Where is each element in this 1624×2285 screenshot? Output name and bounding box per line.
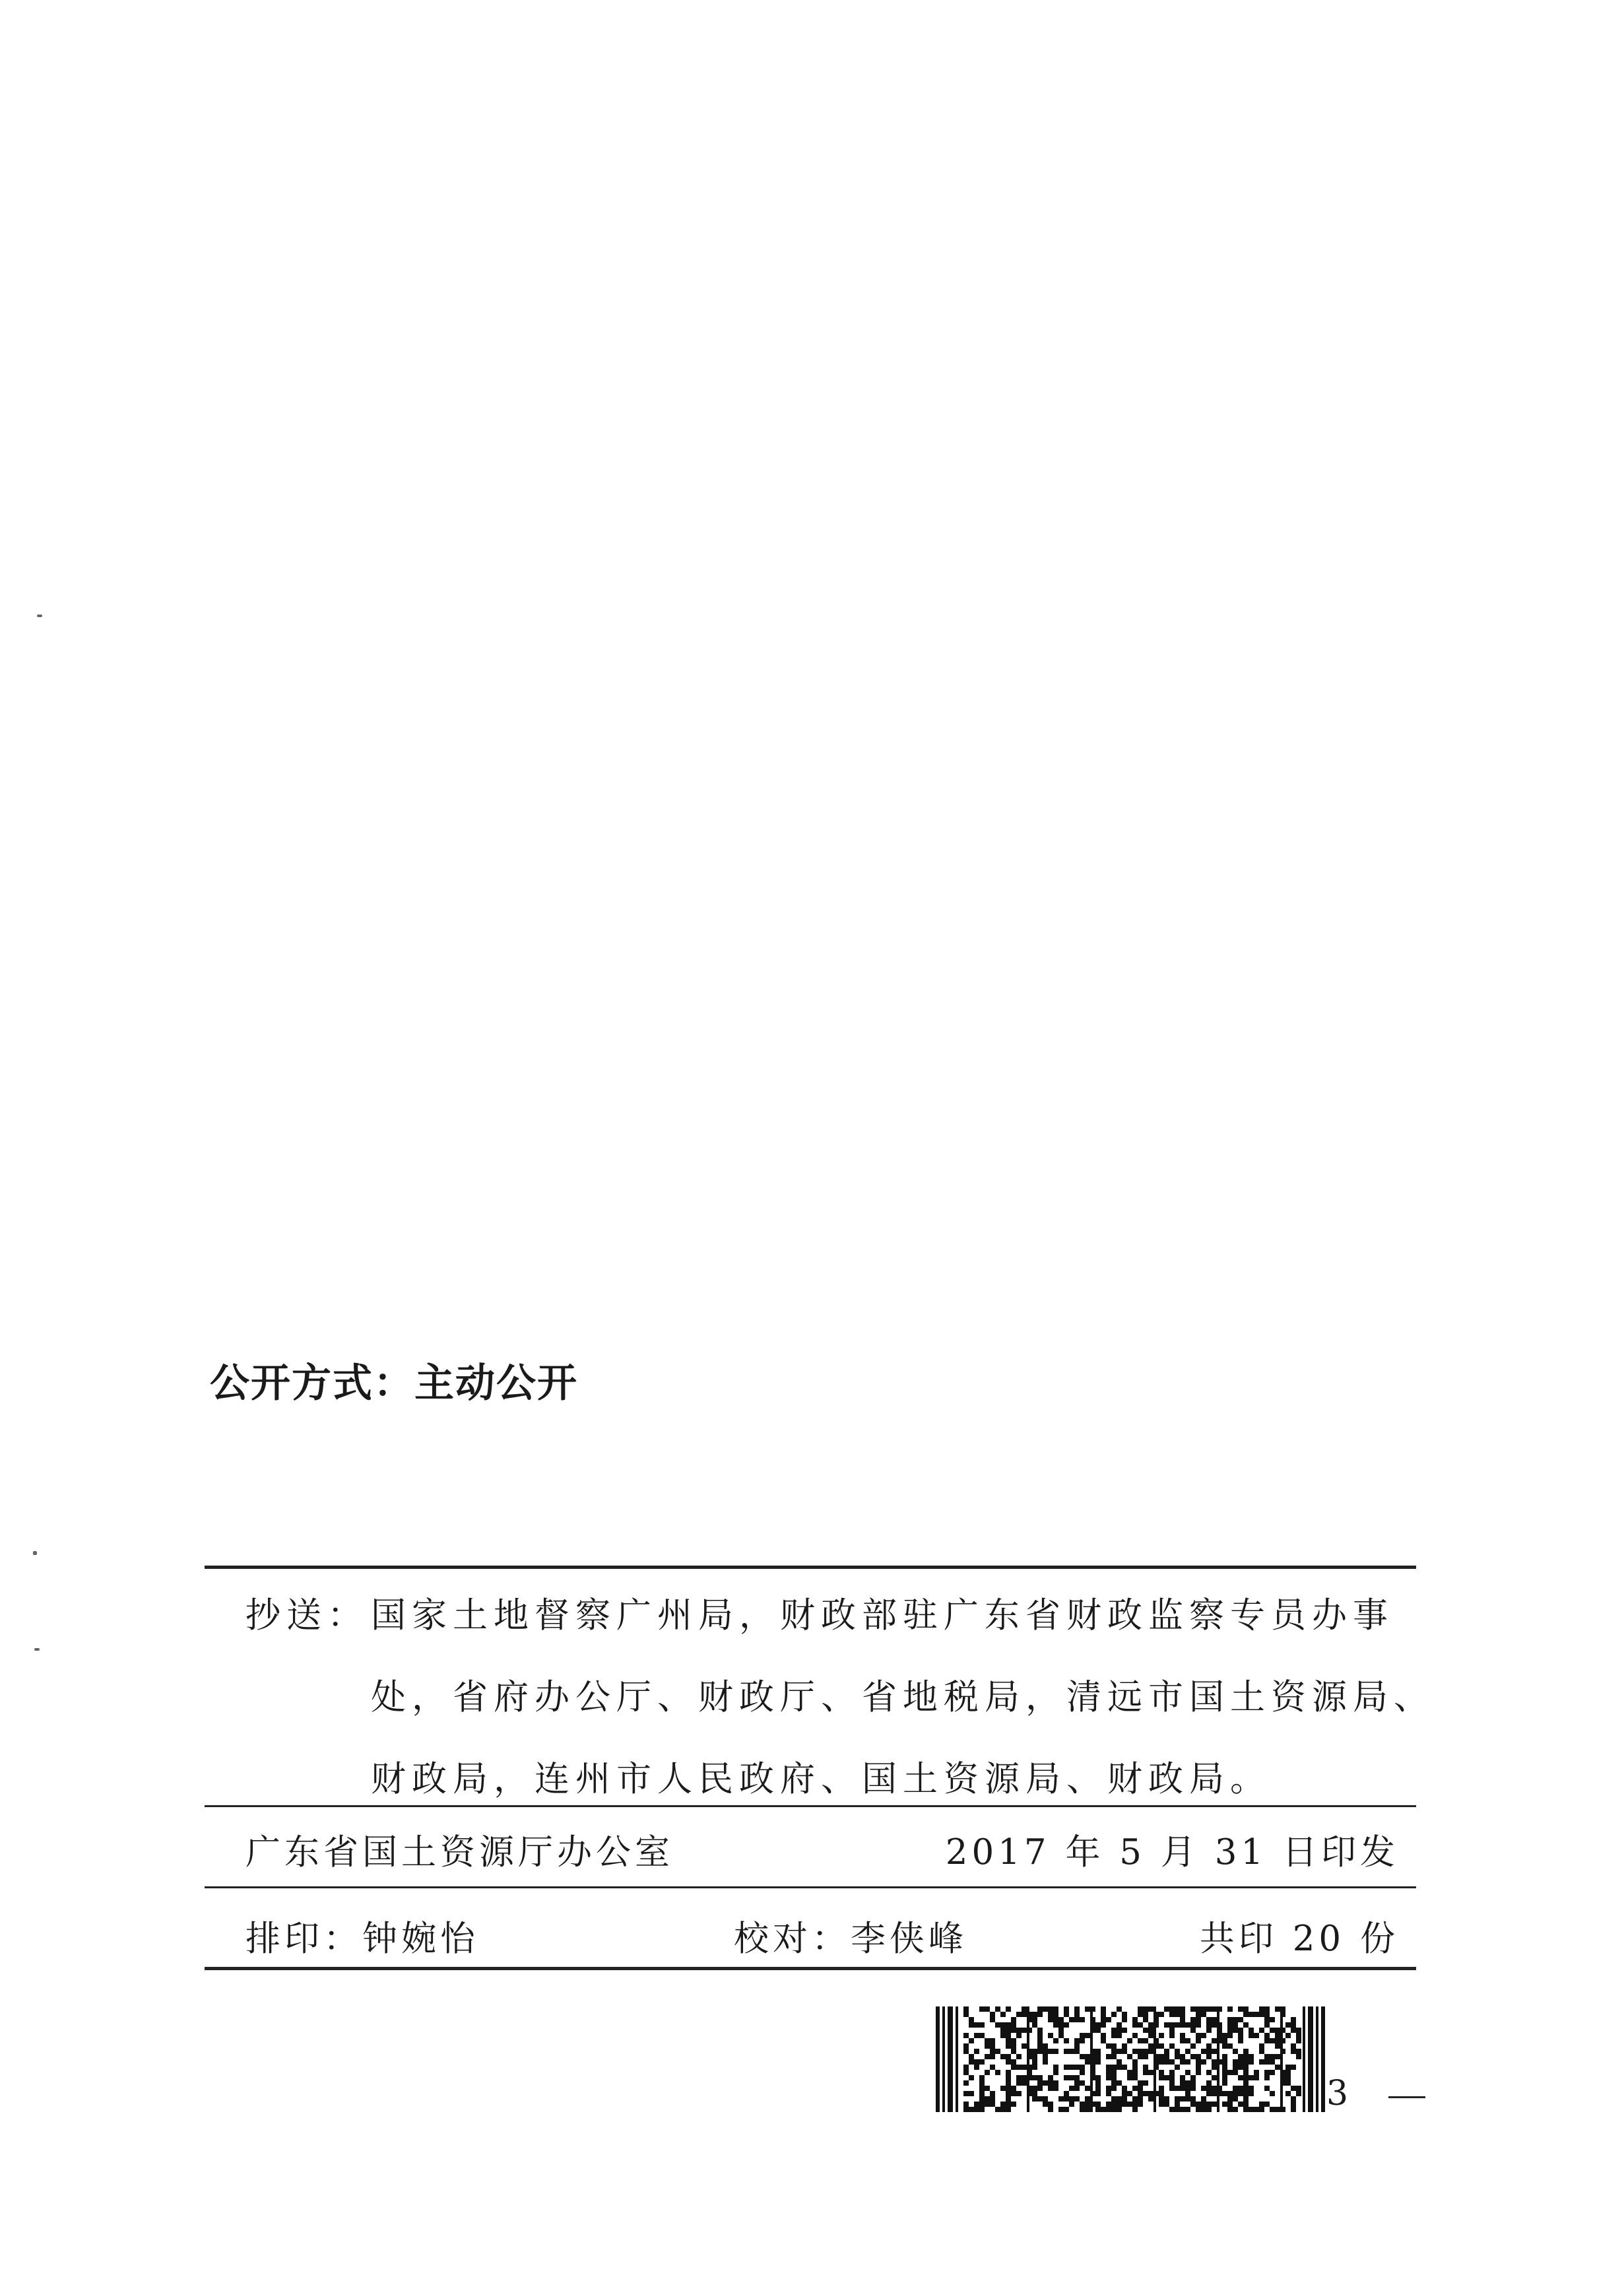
- middle-rule: [205, 1805, 1416, 1807]
- issue-date: 2017 年 5 月 31 日印发: [945, 1832, 1399, 1872]
- cc-line-2: [245, 1669, 1435, 1751]
- issuing-office: 广东省国土资源厅办公室: [245, 1832, 674, 1872]
- bottom-rule: [205, 1967, 1416, 1970]
- proofreader: 校对：李侠峰: [734, 1919, 967, 1959]
- cc-line-3: [245, 1751, 1413, 1833]
- cc-label: 抄送：: [245, 1595, 368, 1636]
- speck: [37, 614, 42, 617]
- typesetter: 排印：钟婉怡: [245, 1919, 479, 1959]
- disclosure-method: 公开方式：主动公开: [210, 1360, 578, 1407]
- page-number-dash: [1388, 2096, 1425, 2098]
- issuance-row: [245, 1824, 1399, 1874]
- speck: [33, 1551, 37, 1555]
- top-rule: [205, 1566, 1416, 1569]
- cc-section: [245, 1587, 1435, 1833]
- lower-rule: [205, 1886, 1416, 1888]
- page-number: 3: [1326, 2074, 1349, 2113]
- cc-line-1: [245, 1587, 1413, 1669]
- cc-line-text: 国家土地督察广州局，财政部驻广东省财政监察专员办事: [371, 1595, 1394, 1636]
- print-copies: 共印 20 份: [1199, 1919, 1399, 1959]
- cc-line-text: 财政局，连州市人民政府、国土资源局、财政局。: [371, 1759, 1271, 1799]
- 2d-barcode-icon: [936, 2006, 1325, 2112]
- cc-line-text: 处，省府办公厅、财政厅、省地税局，清远市国土资源局、: [371, 1677, 1435, 1717]
- speck: [34, 1648, 40, 1651]
